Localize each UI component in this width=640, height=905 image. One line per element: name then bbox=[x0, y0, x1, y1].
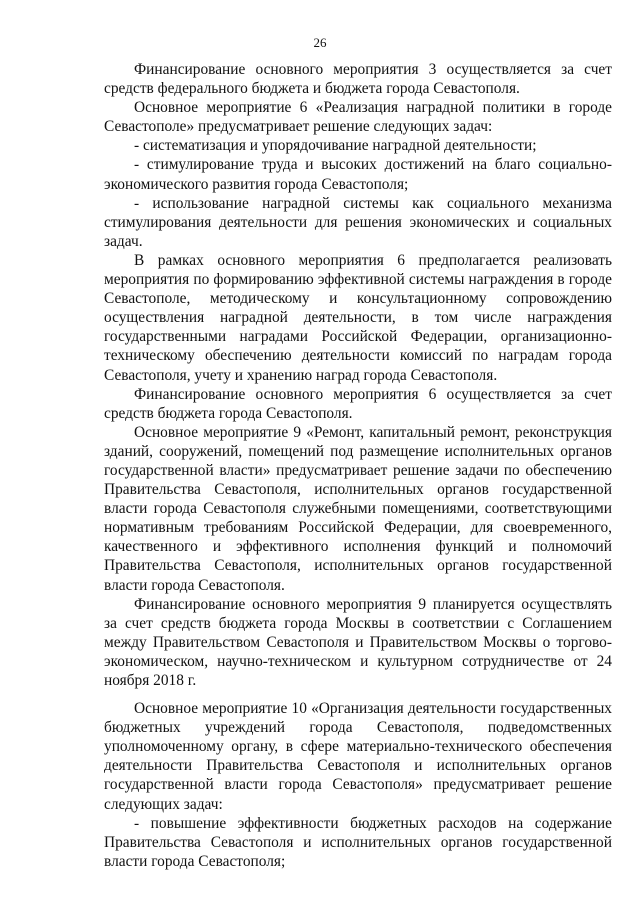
paragraph-funding-measure-3: Финансирование основного мероприятия 3 осуществляется за счет средств федерального бюджета и бюджета города Севастополя. bbox=[104, 61, 612, 98]
list-item-budget-efficiency: - повышение эффективности бюджетных расходов на содержание Правительства Севастополя и исполнительных органов государственной власти города Севастополя; bbox=[104, 814, 612, 870]
paragraph-funding-measure-9: Финансирование основного мероприятия 9 планируется осуществлять за счет средств бюджета города Москвы в соответствии с Соглашением между Правительством Севастополя и Правительством Москвы о торгово-экономическом, научно-техническом и культурном сотрудничестве от 24 ноября 2018 г. bbox=[104, 595, 612, 689]
list-item-systematization: - систематизация и упорядочивание наградной деятельности; bbox=[134, 137, 537, 155]
list-item-award-system-usage: - использование наградной системы как социального механизма стимулирования деятельности для решения экономических и социальных задач. bbox=[104, 194, 612, 250]
list-item-labor-stimulation: - стимулирование труда и высоких достижений на благо социально-экономического развития города Севастополя; bbox=[104, 156, 612, 193]
paragraph-measure-9-intro: Основное мероприятие 9 «Ремонт, капитальный ремонт, реконструкция зданий, сооружений, помещений под размещение исполнительных органов государственной власти» предусматривает решение задачи по обеспечению Правительства Севастополя, исполнительных органов государственной власти города Севастополя служебными помещениями, соответствующими нормативным требованиям Российской Федерации, для своевременного, качественного и эффективного исполнения функций и полномочий Правительства Севастополя, исполнительных органов государственной власти города Севастополя. bbox=[104, 423, 612, 594]
page-number: 26 bbox=[313, 35, 327, 50]
paragraph-funding-measure-6: Финансирование основного мероприятия 6 осуществляется за счет средств бюджета города Севастополя. bbox=[104, 385, 612, 422]
paragraph-measure-10-intro: Основное мероприятие 10 «Организация деятельности государственных бюджетных учреждений города Севастополя, подведомственных уполномоченному органу, в сфере материально-технического обеспечения деятельности Правительства Севастополя и исполнительных органов государственной власти города Севастополя» предусматривает решение следующих задач: bbox=[104, 700, 612, 813]
document-body bbox=[104, 60, 612, 871]
paragraph-measure-6-details: В рамках основного мероприятия 6 предполагается реализовать мероприятия по формированию эффективной системы награждения в городе Севастополе, методическому и консультационному сопровождению осуществления наградной деятельности, в том числе награждения государственными наградами Российской Федерации, организационно-техническому обеспечению деятельности комиссий по наградам города Севастополя, учету и хранению наград города Севастополя. bbox=[104, 251, 612, 384]
paragraph-measure-6-intro: Основное мероприятие 6 «Реализация наградной политики в городе Севастополе» предусматривает решение следующих задач: bbox=[104, 99, 612, 136]
